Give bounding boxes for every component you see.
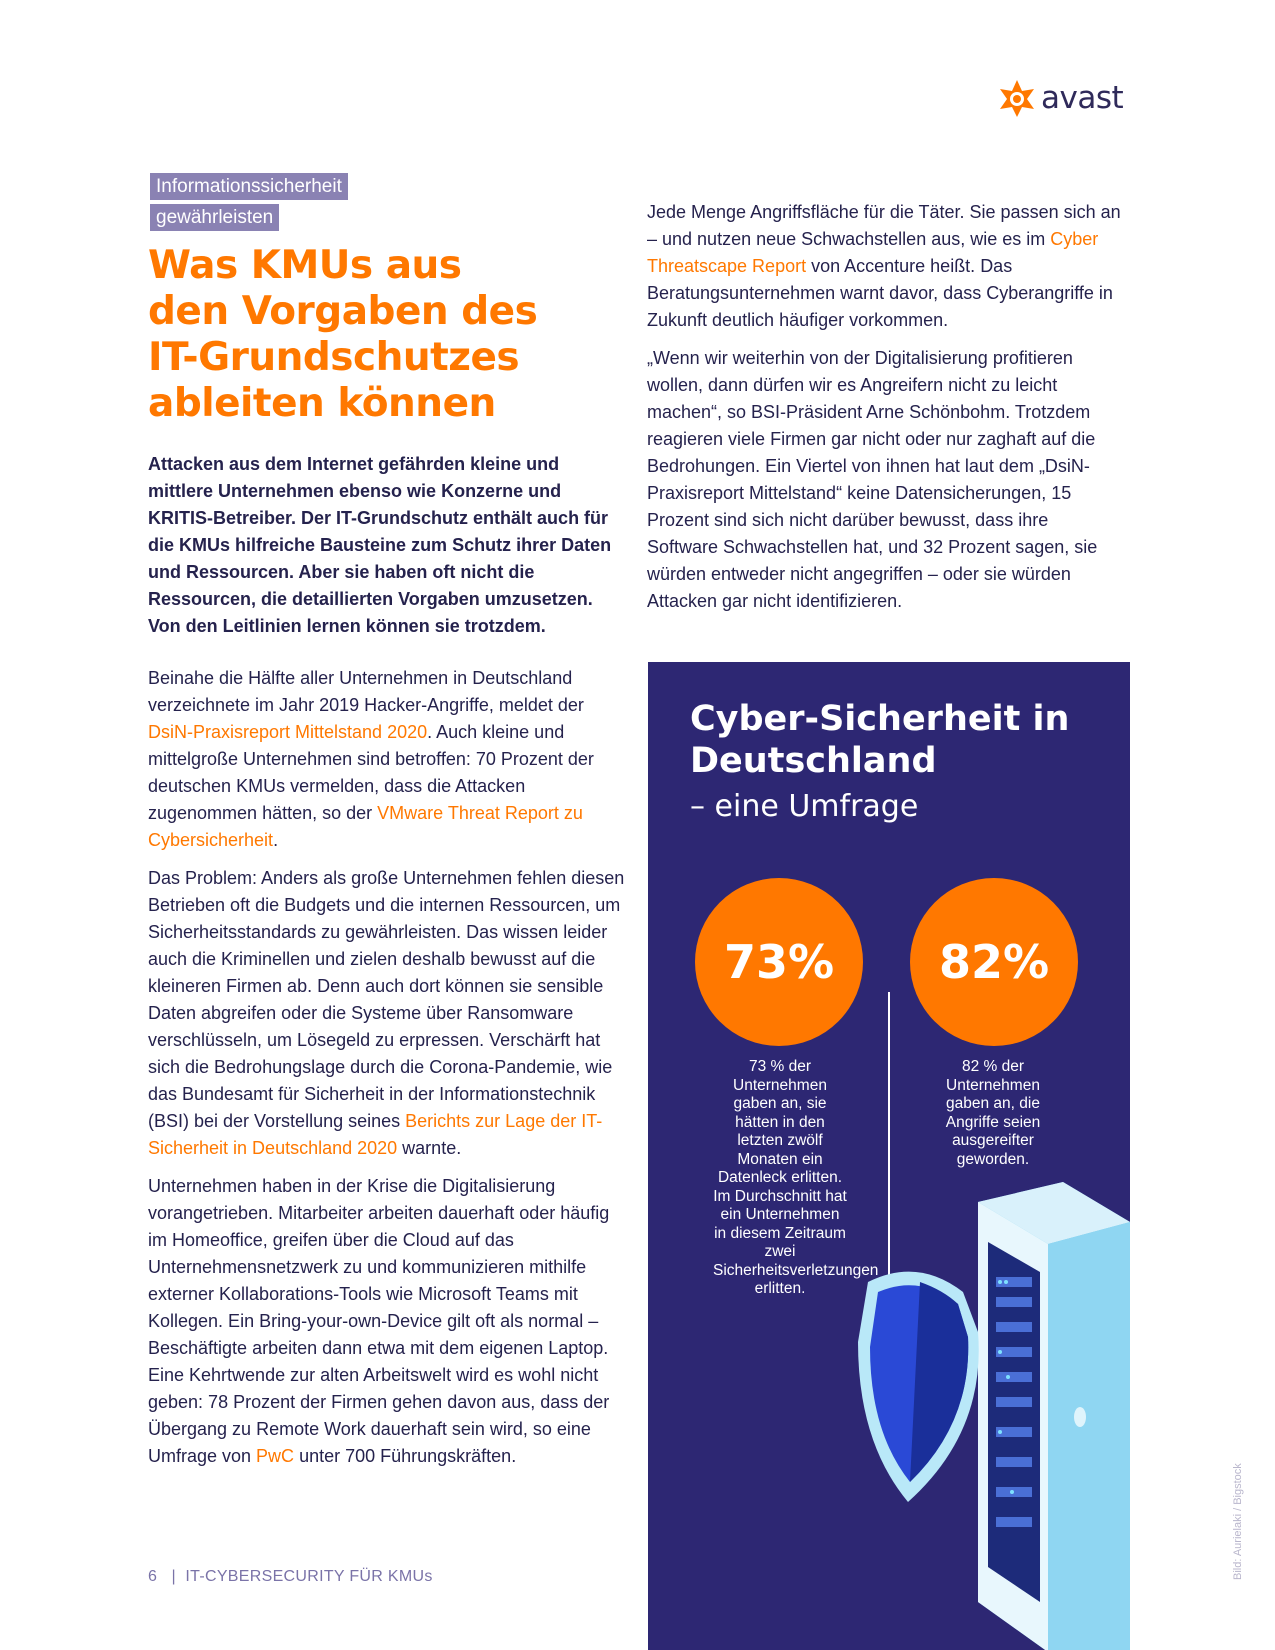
body-column-right [647,199,1121,626]
link-bsi-report[interactable]: Berichts zur Lage der IT-Sicherheit in Deutschland 2020 [148,1111,603,1158]
infographic-subtitle: – eine Umfrage [690,789,919,824]
paragraph: „Wenn wir weiterhin von der Digitalisierung profitieren wollen, dann dürfen wir es Angreifern nicht zu leicht machen“, so BSI-Präsident Arne Schönbohm. Trotzdem reagieren viele Firmen gar nicht oder nur zaghaft auf die Bedrohungen. Ein Viertel von ihnen hat laut dem „DsiN-Praxisreport Mittelstand“ keine Datensicherungen, 15 Prozent sind sich nicht darüber bewusst, dass ihre Software Schwachstellen hat, und 32 Prozent sagen, sie würden entweder nicht angegriffen – oder sie würden Attacken gar nicht identifizieren. [647,348,1098,611]
footer-separator: | [161,1568,181,1585]
infographic-title: Cyber-Sicherheit in Deutschland [690,699,1070,781]
page-number: 6 [148,1568,158,1585]
article-title [148,243,598,427]
avast-logo-icon [997,78,1037,118]
text: Beinahe die Hälfte aller Unternehmen in Deutschland verzeichnete im Jahr 2019 Hacker-Angriffe, meldet der [148,668,584,715]
avast-logo [997,78,1123,118]
paragraph [148,665,626,854]
infographic-panel [648,662,1130,1650]
paragraph [647,199,1121,334]
image-credit: Bild: Aurielaki / Bigstock [1232,1463,1244,1580]
logo-text: avast [1041,80,1124,116]
link-vmware-report[interactable]: VMware Threat Report zu Cybersicherheit [148,803,583,850]
paragraph [148,1173,626,1470]
footer-section: IT-CYBERSECURITY FÜR KMUs [185,1568,433,1585]
text: Unternehmen haben in der Krise die Digitalisierung vorangetrieben. Mitarbeiter arbeiten dauerhaft oder häufig im Homeoffice, greifen über die Cloud auf das Unternehmensnetzwerk zu und kommunizieren mithilfe externer Kollaborations-Tools wie Microsoft Teams mit Kollegen. Ein Bring-your-own-Device gilt oft als normal – Beschäftigte arbeiten dann etwa mit dem eigenen Laptop. Eine Kehrtwende zur alten Arbeitswelt wird es wohl nicht geben: 78 Prozent der Firmen gehen davon aus, dass der Übergang zu Remote Work dauerhaft sein wird, so eine Umfrage von [148,1176,610,1466]
page-footer [148,1568,433,1586]
stat-text: 82 % der Unternehmen gaben an, die Angriffe seien ausgereifter geworden. [945,1058,1041,1168]
title-line: ableiten können [148,381,496,426]
link-dsin-report[interactable]: DsiN-Praxisreport Mittelstand 2020 [148,722,428,742]
title-line: Was KMUs aus [148,243,462,288]
text: Das Problem: Anders als große Unternehmen fehlen diesen Betrieben oft die Budgets und die internen Ressourcen, um Sicherheitsstandards zu gewährleisten. Das wissen leider auch die Kriminellen und zielen deshalb bewusst auf die kleineren Firmen ab. Denn auch dort können sie sensible Daten abgreifen oder die Systeme über Ransomware verschlüsseln, um Lösegeld zu erpressen. Verschärft hat sich die Bedrohungslage durch die Corona-Pandemie, wie das Bundesamt für Sicherheit in der Informationstechnik (BSI) bei der Vorstellung seines [148,868,625,1131]
server-shield-illustration [848,1182,1130,1650]
kicker-line: Informationssicherheit [150,173,348,200]
link-pwc[interactable]: PwC [256,1446,295,1466]
text: . [273,830,279,850]
body-column-left [148,665,626,1481]
title-line: IT-Grundschutzes [148,335,520,380]
text: . Auch kleine und mittelgroße Unternehmen sind betroffen: 70 Prozent der deutschen KMUs vermelden, dass die Attacken zugenommen hätten, so der [148,722,594,823]
text: von Accenture heißt. Das Beratungsunternehmen warnt davor, dass Cyberangriffe in Zukunft deutlich häufiger vorkommen. [647,256,1113,330]
stat-circle: 73% [695,878,863,1046]
kicker [150,173,450,235]
link-accenture-report[interactable]: Cyber Threatscape Report [647,229,1099,276]
stat-text: 73 % der Unternehmen gaben an, sie hätten in den letzten zwölf Monaten ein Datenleck erlitten. Im Durchschnitt hat ein Unternehmen in diesem Zeitraum zwei Sicherheitsverletzungen erlitten. [713,1058,879,1297]
lead-paragraph: Attacken aus dem Internet gefährden kleine und mittlere Unternehmen ebenso wie Konzerne und KRITIS-Betreiber. Der IT-Grundschutz enthält auch für die KMUs hilfreiche Bausteine zum Schutz ihrer Daten und Ressourcen. Aber sie haben oft nicht die Ressourcen, die detaillierten Vorgaben umzusetzen. Von den Leitlinien lernen können sie trotzdem. [148,454,612,636]
paragraph [148,865,626,1162]
kicker-line: gewährleisten [150,204,279,231]
title-line: den Vorgaben des [148,289,538,334]
stat-circle: 82% [910,878,1078,1046]
text: Jede Menge Angriffsfläche für die Täter. Sie passen sich an – und nutzen neue Schwachstellen aus, wie es im [647,202,1121,249]
text: warnte. [397,1138,462,1158]
text: unter 700 Führungskräften. [294,1446,517,1466]
